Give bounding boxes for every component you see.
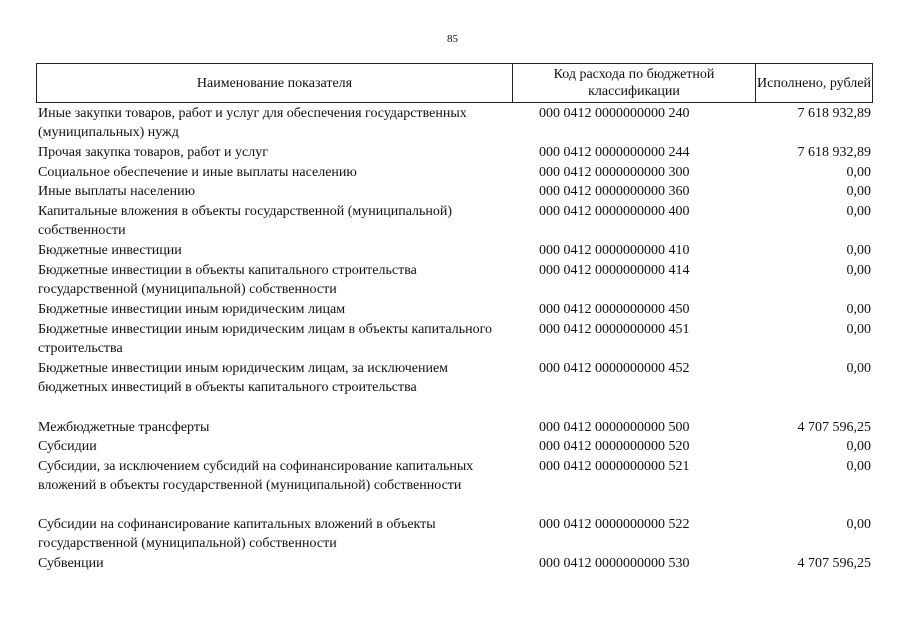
table-row [38,241,873,261]
row-code: 000 0412 0000000000 452 [539,361,690,376]
row-name: Межбюджетные трансферты [38,420,210,435]
row-code: 000 0412 0000000000 451 [539,322,690,337]
row-code: 000 0412 0000000000 410 [539,243,690,258]
row-name: Субвенции [38,556,104,571]
table-row [38,554,873,574]
row-name: Бюджетные инвестиции иным юридическим лицам [38,302,346,317]
row-code: 000 0412 0000000000 240 [539,106,690,121]
row-code: 000 0412 0000000000 300 [539,165,690,180]
row-name: Субсидии, за исключением субсидий на софинансирование капитальных вложений в объекты государственной (муниципальной) собственности [38,459,474,493]
table-row [38,163,873,182]
table-row [38,104,873,143]
row-code: 000 0412 0000000000 500 [539,420,690,435]
row-amount: 0,00 [846,165,871,180]
row-amount: 7 618 932,89 [797,106,871,121]
row-name: Иные закупки товаров, работ и услуг для обеспечения государственных (муниципальных) нужд [38,106,467,140]
column-header-code: Код расхода по бюджетной классификации [513,64,756,102]
table-row [38,457,873,515]
table-row [38,182,873,202]
row-amount: 0,00 [846,263,871,278]
row-name: Бюджетные инвестиции иным юридическим лицам, за исключением бюджетных инвестиций в объекты капитального строительства [38,361,449,395]
column-header-name: Наименование показателя [37,64,513,102]
row-name: Социальное обеспечение и иные выплаты населению [38,165,357,180]
row-code: 000 0412 0000000000 530 [539,556,690,571]
row-amount: 0,00 [846,204,871,219]
row-amount: 4 707 596,25 [797,420,871,435]
row-code: 000 0412 0000000000 521 [539,459,690,474]
row-amount: 0,00 [846,517,871,532]
row-name: Бюджетные инвестиции в объекты капитального строительства государственной (муниципальной) собственности [38,263,417,297]
row-code: 000 0412 0000000000 450 [539,302,690,317]
row-amount: 4 707 596,25 [797,556,871,571]
table-row [38,418,873,437]
row-code: 000 0412 0000000000 360 [539,184,690,199]
row-amount: 0,00 [846,361,871,376]
table-row [38,261,873,300]
table-row [38,202,873,241]
row-amount: 7 618 932,89 [797,145,871,160]
table-row [38,143,873,163]
row-code: 000 0412 0000000000 414 [539,263,690,278]
row-name: Бюджетные инвестиции иным юридическим лицам в объекты капитального строительства [38,322,493,356]
row-amount: 0,00 [846,459,871,474]
row-name: Бюджетные инвестиции [38,243,182,258]
row-name: Прочая закупка товаров, работ и услуг [38,145,268,160]
row-code: 000 0412 0000000000 520 [539,439,690,454]
row-amount: 0,00 [846,184,871,199]
row-amount: 0,00 [846,322,871,337]
column-header-amount: Исполнено, рублей [757,75,871,91]
table-row [38,300,873,320]
row-amount: 0,00 [846,302,871,317]
table-header [36,63,873,103]
row-code: 000 0412 0000000000 400 [539,204,690,219]
table-body [38,104,873,574]
row-amount: 0,00 [846,439,871,454]
row-name: Капитальные вложения в объекты государственной (муниципальной) собственности [38,204,453,238]
page-number: 85 [447,33,458,45]
row-code: 000 0412 0000000000 244 [539,145,690,160]
table-row [38,437,873,457]
row-amount: 0,00 [846,243,871,258]
table-row [38,359,873,418]
row-name: Иные выплаты населению [38,184,196,199]
table-row [38,320,873,359]
row-name: Субсидии на софинансирование капитальных вложений в объекты государственной (муниципальной) собственности [38,517,436,551]
table-row [38,515,873,554]
row-code: 000 0412 0000000000 522 [539,517,690,532]
row-name: Субсидии [38,439,97,454]
